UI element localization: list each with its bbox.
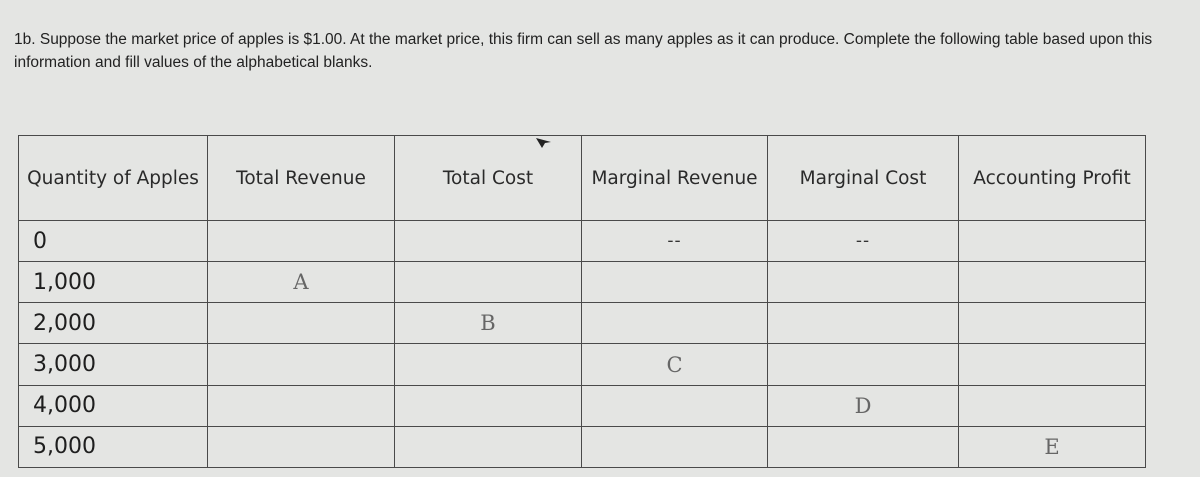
total-cost-cell[interactable] bbox=[395, 344, 582, 385]
header-accounting-profit: Accounting Profit bbox=[959, 136, 1146, 221]
quantity-cell: 3,000 bbox=[19, 344, 208, 385]
total-revenue-cell[interactable] bbox=[208, 426, 395, 467]
blank-e-cell[interactable]: E bbox=[959, 426, 1146, 467]
accounting-profit-cell[interactable] bbox=[959, 385, 1146, 426]
marginal-revenue-cell[interactable] bbox=[582, 426, 768, 467]
quantity-cell: 2,000 bbox=[19, 303, 208, 344]
total-cost-cell[interactable] bbox=[395, 221, 582, 262]
total-revenue-cell[interactable] bbox=[208, 303, 395, 344]
quantity-cell: 0 bbox=[19, 221, 208, 262]
header-marginal-revenue: Marginal Revenue bbox=[582, 136, 768, 221]
table-row bbox=[19, 303, 1146, 344]
total-cost-cell[interactable] bbox=[395, 385, 582, 426]
marginal-cost-cell[interactable] bbox=[768, 303, 959, 344]
accounting-profit-cell[interactable] bbox=[959, 262, 1146, 303]
blank-d-cell[interactable]: D bbox=[768, 385, 959, 426]
marginal-cost-cell[interactable] bbox=[768, 426, 959, 467]
table-row bbox=[19, 426, 1146, 467]
blank-a-cell[interactable]: A bbox=[208, 262, 395, 303]
header-marginal-cost: Marginal Cost bbox=[768, 136, 959, 221]
marginal-revenue-cell[interactable] bbox=[582, 262, 768, 303]
quantity-cell: 1,000 bbox=[19, 262, 208, 303]
blank-b-cell[interactable]: B bbox=[395, 303, 582, 344]
marginal-cost-cell[interactable] bbox=[768, 344, 959, 385]
total-revenue-cell[interactable] bbox=[208, 221, 395, 262]
total-cost-cell[interactable] bbox=[395, 262, 582, 303]
header-total-cost: Total Cost bbox=[395, 136, 582, 221]
marginal-cost-cell[interactable] bbox=[768, 262, 959, 303]
total-cost-cell[interactable] bbox=[395, 426, 582, 467]
total-revenue-cell[interactable] bbox=[208, 385, 395, 426]
question-text: 1b. Suppose the market price of apples is $1.00. At the market price, this firm can sell as many apples as it can produce. Complete the following table based upon this information and fill values of the alphabetical blanks. bbox=[14, 31, 1153, 71]
pointer-cursor-icon bbox=[535, 133, 553, 149]
total-revenue-cell[interactable] bbox=[208, 344, 395, 385]
quantity-cell: 5,000 bbox=[19, 426, 208, 467]
marginal-revenue-cell[interactable] bbox=[582, 385, 768, 426]
header-total-revenue: Total Revenue bbox=[208, 136, 395, 221]
marginal-cost-cell: -- bbox=[768, 221, 959, 262]
accounting-profit-cell[interactable] bbox=[959, 344, 1146, 385]
table-row bbox=[19, 385, 1146, 426]
quantity-cell: 4,000 bbox=[19, 385, 208, 426]
table-row bbox=[19, 221, 1146, 262]
table-row bbox=[19, 262, 1146, 303]
table-header-row bbox=[19, 136, 1146, 221]
table-row bbox=[19, 344, 1146, 385]
marginal-revenue-cell[interactable] bbox=[582, 303, 768, 344]
cost-revenue-table bbox=[18, 135, 1146, 468]
blank-c-cell[interactable]: C bbox=[582, 344, 768, 385]
accounting-profit-cell[interactable] bbox=[959, 221, 1146, 262]
accounting-profit-cell[interactable] bbox=[959, 303, 1146, 344]
marginal-revenue-cell: -- bbox=[582, 221, 768, 262]
header-quantity: Quantity of Apples bbox=[19, 136, 208, 221]
